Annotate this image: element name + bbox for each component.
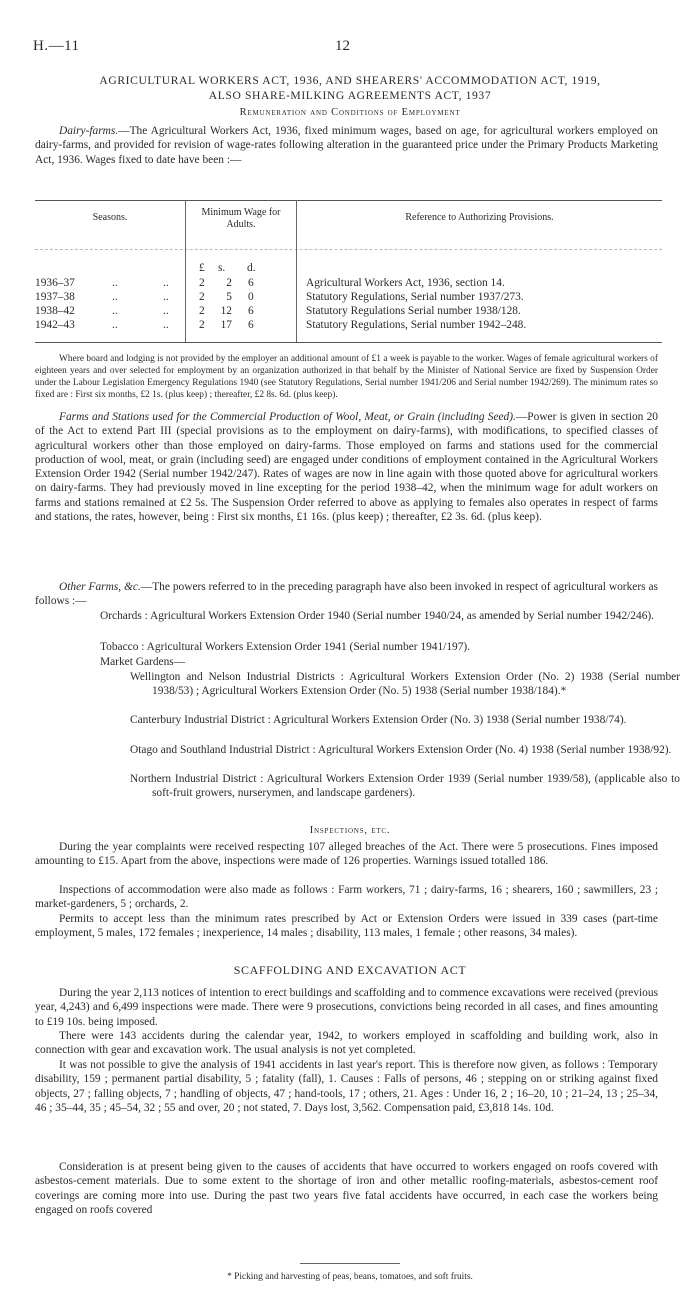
scaffolding-title: SCAFFOLDING AND EXCAVATION ACT (233, 963, 467, 977)
row-pounds: 2 (199, 277, 205, 289)
row-dots: .. (163, 277, 169, 289)
list-item-orchards: Orchards : Agricultural Workers Extension Order 1940 (Serial number 1940/24, as amended by Serial number 1942/246). (100, 610, 655, 622)
header-minimum-wage: Minimum Wage for Adults. (201, 207, 281, 230)
row-reference: Statutory Regulations Serial number 1938/128. (306, 305, 521, 317)
row-pence: 6 (248, 277, 254, 289)
list-item-canterbury: Canterbury Industrial District : Agricultural Workers Extension Order (No. 3) 1938 (Serial number 1938/74). (130, 714, 627, 726)
row-dots: .. (112, 319, 118, 331)
footnote-rule (300, 1263, 400, 1264)
dairy-farms-lead: Dairy-farms. (59, 125, 119, 137)
inspections-paragraph-3: Permits to accept less than the minimum rates prescribed by Act or Extension Orders were issued in 339 cases (part-time employment, 5 males, 172 females ; inexperience, 14 males ; disability, 113 males, 1 female ; other reasons, 34 males). (35, 913, 658, 940)
row-season: 1938–42 (35, 305, 75, 317)
list-item-northern: Northern Industrial District : Agricultural Workers Extension Order 1939 (Serial number 1939/58), (applicable also to soft-fruit growers, nurserymen, and landscape gardeners). (130, 773, 680, 800)
unit-pounds: £ (199, 262, 205, 274)
dairy-farms-paragraph (35, 124, 658, 167)
row-dots: .. (163, 305, 169, 317)
table-bottom-rule (35, 342, 662, 343)
section-subtitle: Remuneration and Conditions of Employment (239, 107, 461, 118)
other-farms-text: —The powers referred to in the preceding paragraph have also been invoked in respect of agricultural workers as follows :— (35, 581, 658, 608)
unit-pence: d. (247, 262, 256, 274)
row-pounds: 2 (199, 291, 205, 303)
row-pence: 6 (248, 305, 254, 317)
row-pounds: 2 (199, 319, 205, 331)
row-dots: .. (112, 305, 118, 317)
section-title-line-1: AGRICULTURAL WORKERS ACT, 1936, AND SHEARERS' ACCOMMODATION ACT, 1919, (99, 74, 601, 87)
row-shillings: 12 (220, 305, 232, 317)
row-reference: Statutory Regulations, Serial number 1937/273. (306, 291, 524, 303)
list-item-wellington: Wellington and Nelson Industrial Districts : Agricultural Workers Extension Order (No. 2) 1938 (Serial number 1938/53) ; Agricultural Workers Extension Order (No. 5) 1938 (Serial number 1938/184).* (130, 671, 680, 698)
footnote: * Picking and harvesting of peas, beans, tomatoes, and soft fruits. (227, 1272, 473, 1282)
scaffolding-paragraph-4: Consideration is at present being given to the causes of accidents that have occurred to workers engaged on roofs covered with asbestos-cement materials. Due to some extent to the shortage of iron and other metallic roofing-materials, asbestos-cement roof coverings are coming more into use. During the past two years five fatal accidents have occurred, in each case the workers being engaged on roofs covered (35, 1161, 658, 1216)
dairy-farms-text: —The Agricultural Workers Act, 1936, fixed minimum wages, based on age, for agricultural workers employed on dairy-farms, and provided for revision of wage-rates following alteration in the guaranteed price under the Primary Products Marketing Act, 1936. Wages fixed to date have been :— (35, 125, 658, 166)
section-title (20, 73, 680, 103)
row-shillings: 17 (220, 319, 232, 331)
row-shillings: 5 (226, 291, 232, 303)
list-item-tobacco: Tobacco : Agricultural Workers Extension Order 1941 (Serial number 1941/197). (100, 641, 471, 653)
farms-stations-text: —Power is given in section 20 of the Act to extend Part III (special provisions as to the employment on dairy-farms), with modifications, to specified classes of agricultural workers other than those employed on dairy-farms. Those employed on farms and stations used for the commercial production of wool, meat, or grain (including seed) are engaged under conditions of employment contained in the Agricultural Workers Extension Order 1942 (Serial number 1942/247). Rates of wages are now in line again with those quoted above for agricultural workers on dairy-farms. They had previously moved in line excepting for the period 1938–42, when the minimum wage for adult workers on farms and stations remained at £2 5s. The Suspension Order referred to above as applying to females also operates in respect of farms and stations, the rates, however, being : First six months, £1 16s. (plus keep) ; thereafter, £2 3s. 6d. (plus keep). (35, 411, 658, 524)
row-reference: Agricultural Workers Act, 1936, section 14. (306, 277, 505, 289)
inspections-paragraph-2: Inspections of accommodation were also made as follows : Farm workers, 71 ; dairy-farms, 16 ; shearers, 160 ; sawmillers, 23 ; market-gardeners, 5 ; orchards, 2. (35, 884, 658, 911)
row-pence: 0 (248, 291, 254, 303)
row-pence: 6 (248, 319, 254, 331)
farms-stations-lead: Farms and Stations used for the Commercial Production of Wool, Meat, or Grain (including Seed). (59, 411, 516, 423)
header-seasons: Seasons. (92, 212, 128, 223)
table-header-rule (35, 249, 662, 250)
inspections-heading: Inspections, etc. (309, 825, 391, 836)
unit-shillings: s. (218, 262, 226, 274)
table-note: Where board and lodging is not provided by the employer an additional amount of £1 a week is payable to the worker. Wages of female agricultural workers of eighteen years and over selected for employment by an organization authorized in that behalf by the Minister of National Service are fixed by Suspension Order under the Labour Legislation Emergency Regulations 1940 (see Statutory Regulations, Serial number 1941/206 and Serial number 1942/269). The minimum rates so fixed are : First six months, £2 1s. (plus keep) ; thereafter, £2 8s. 6d. (plus keep). (35, 354, 658, 400)
farms-stations-paragraph (35, 410, 658, 524)
row-dots: .. (163, 319, 169, 331)
scaffolding-paragraph-2: There were 143 accidents during the calendar year, 1942, to workers employed in scaffolding and building work, also in connection with gear and excavation work. The usual analysis is not yet completed. (35, 1030, 658, 1057)
scaffolding-paragraph-1: During the year 2,113 notices of intention to erect buildings and scaffolding and to commence excavations were received (previous year, 4,243) and 6,499 inspections were made. There were 9 prosecutions, convictions being recorded in all cases, and fines amounting to £19 10s. being imposed. (35, 987, 658, 1028)
page-reference: H.—11 (33, 38, 80, 54)
list-item-market-gardens: Market Gardens— (100, 656, 186, 668)
row-season: 1942–43 (35, 319, 75, 331)
row-dots: .. (112, 291, 118, 303)
scaffolding-paragraph-3: It was not possible to give the analysis of 1941 accidents in last year's report. This is therefore now given, as follows : Temporary disability, 159 ; permanent partial disability, 5 ; fatality (fall), 1. Causes : Falls of persons, 46 ; stepping on or striking against fixed objects, 27 ; falling objects, 7 ; handling of objects, 47 ; hand-tools, 17 ; others, 21. Ages : Under 16, 2 ; 16–20, 10 ; 21–24, 13 ; 25–34, 46 ; 35–44, 35 ; 45–54, 32 ; 55 and over, 20 ; not stated, 7. Days lost, 3,562. Compensation paid, £3,818 14s. 10d. (35, 1059, 658, 1114)
other-farms-paragraph (35, 580, 658, 609)
section-title-line-2: ALSO SHARE-MILKING AGREEMENTS ACT, 1937 (208, 89, 492, 102)
list-item-otago: Otago and Southland Industrial District : Agricultural Workers Extension Order (No. 4) 1938 (Serial number 1938/92). (130, 744, 672, 756)
row-dots: .. (112, 277, 118, 289)
inspections-paragraph-1: During the year complaints were received respecting 107 alleged breaches of the Act. There were 5 prosecutions. Fines imposed amounting to £15. Apart from the above, inspections were made of 126 properties. Warnings issued totalled 186. (35, 841, 658, 868)
row-pounds: 2 (199, 305, 205, 317)
header-reference: Reference to Authorizing Provisions. (405, 212, 554, 223)
row-shillings: 2 (226, 277, 232, 289)
row-season: 1937–38 (35, 291, 75, 303)
other-farms-lead: Other Farms, &c. (59, 581, 141, 593)
table-top-rule (35, 200, 662, 201)
row-reference: Statutory Regulations, Serial number 1942–248. (306, 319, 527, 331)
page-number: 12 (335, 38, 350, 54)
row-season: 1936–37 (35, 277, 75, 289)
row-dots: .. (163, 291, 169, 303)
